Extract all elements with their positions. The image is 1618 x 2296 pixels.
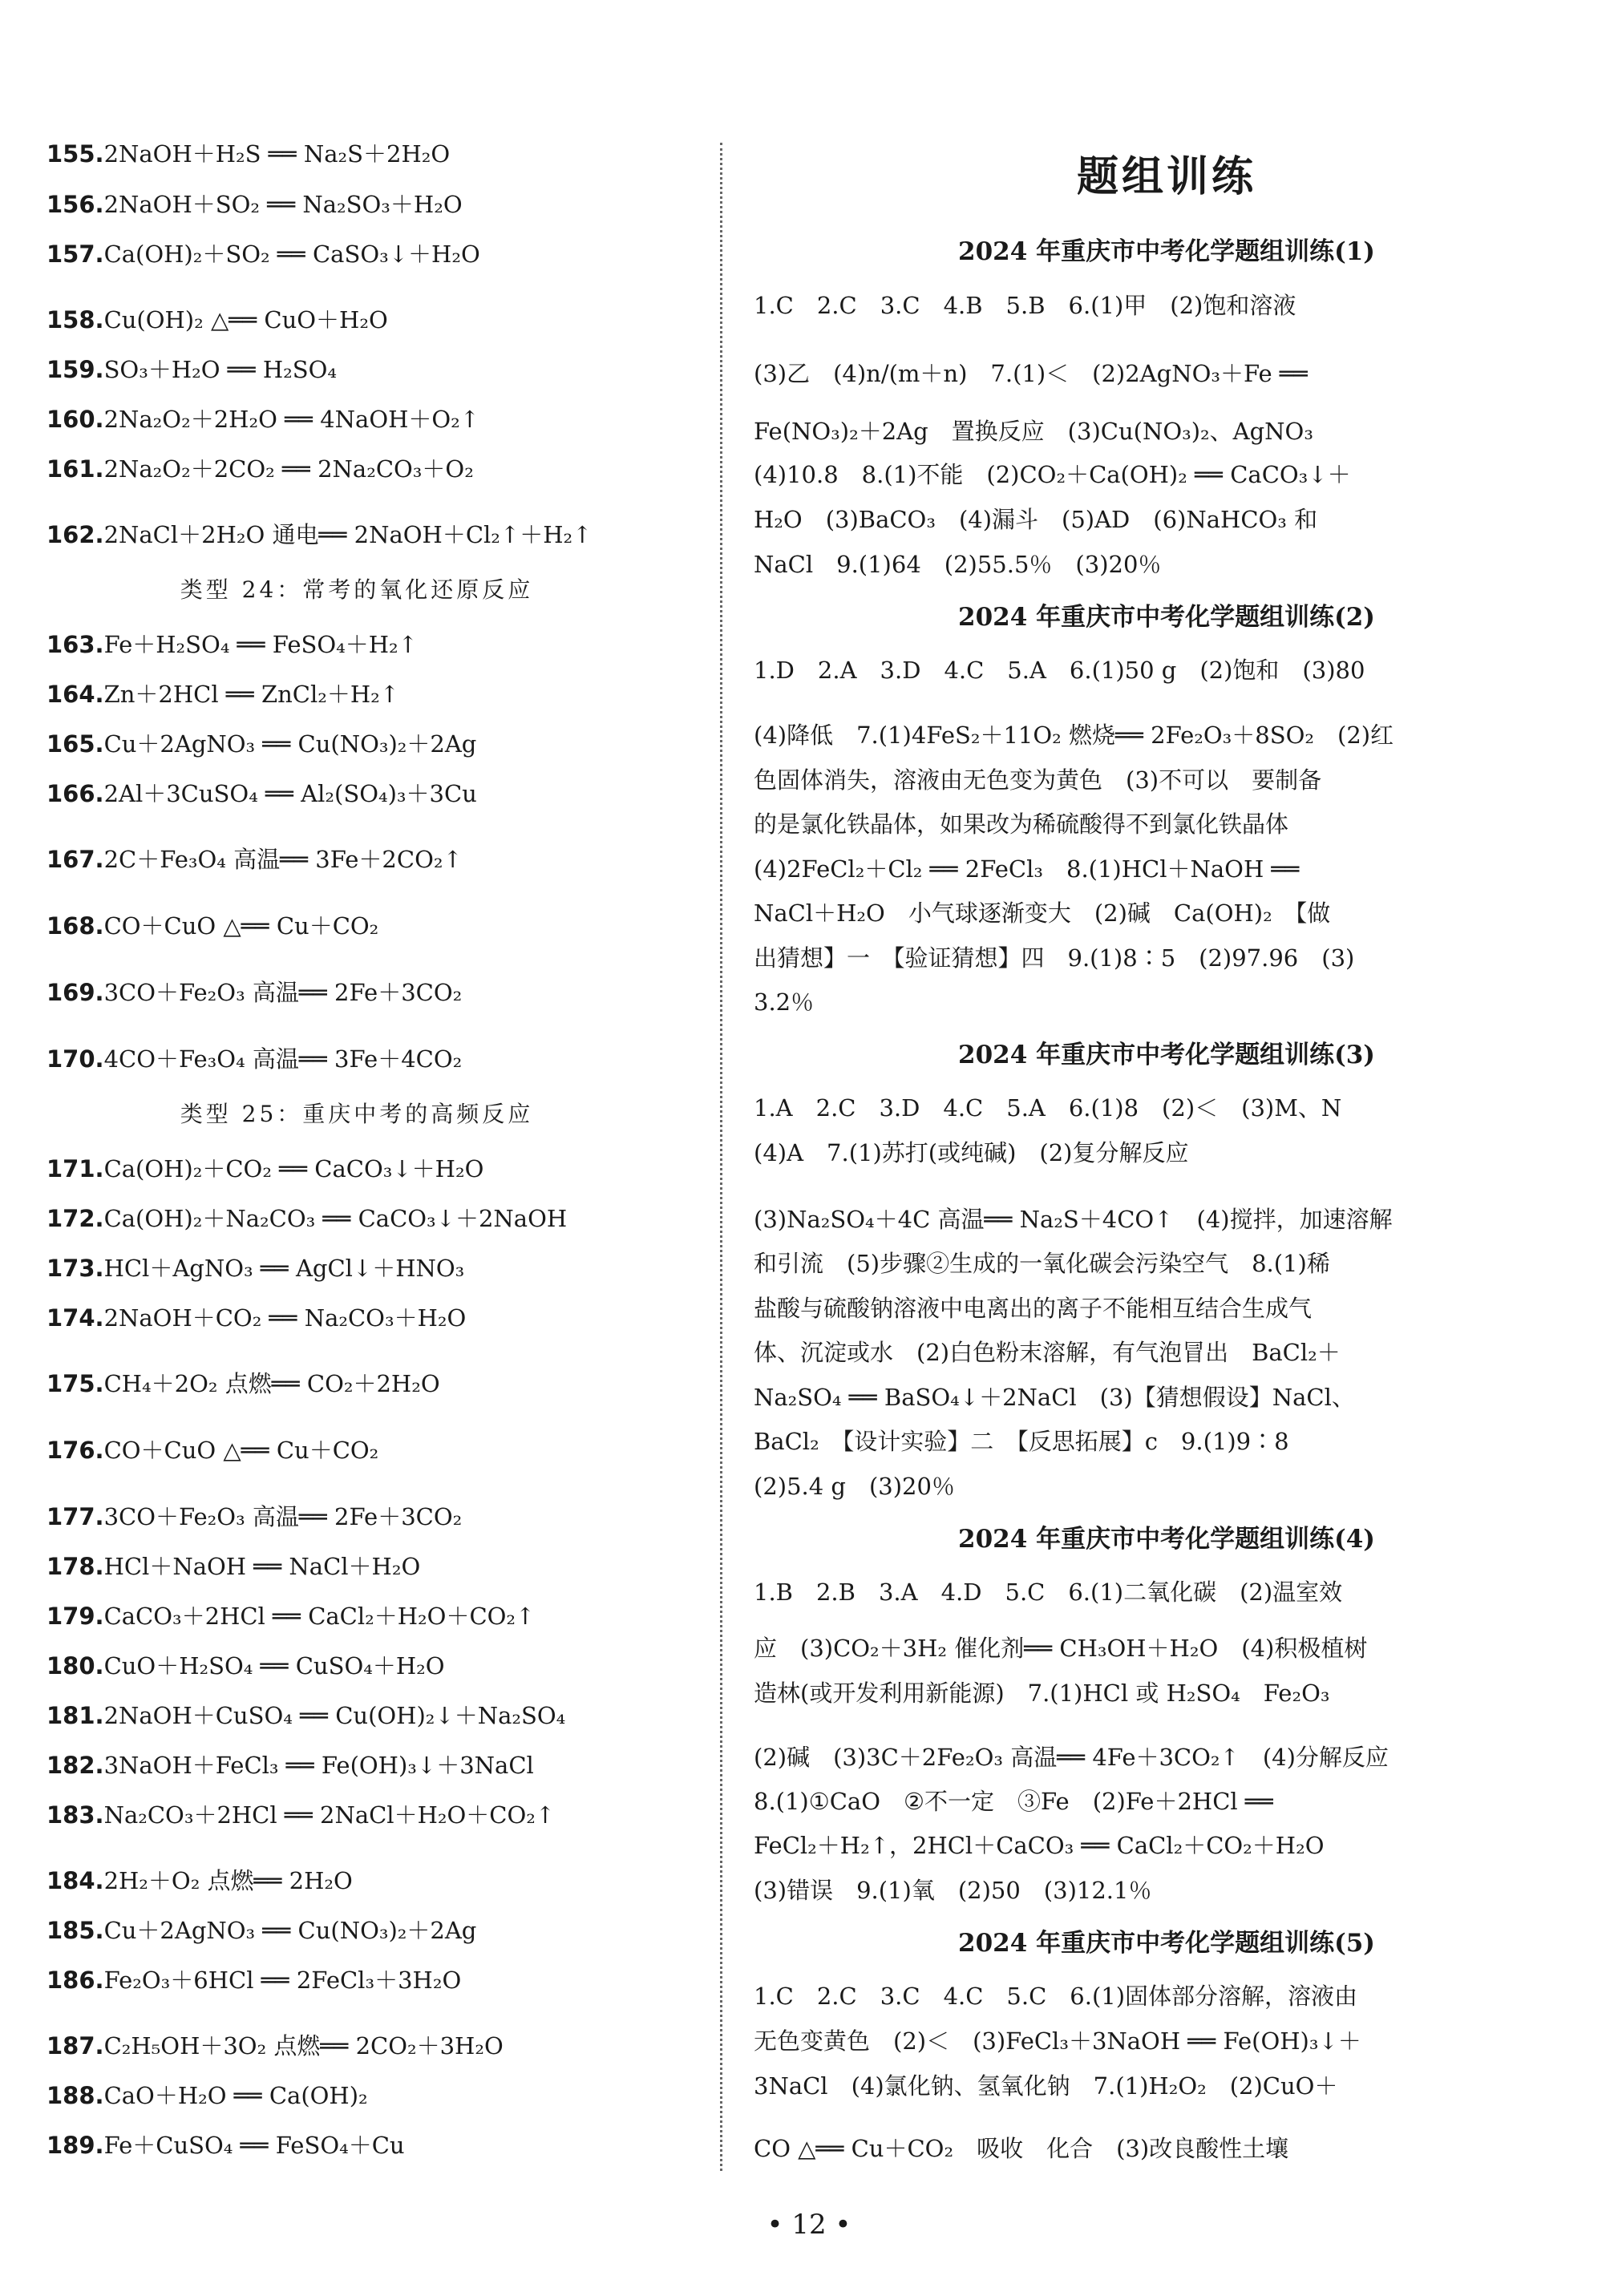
answer-line: 1.D 2.A 3.D 4.C 5.A 6.(1)50 g (2)饱和 (3)80: [754, 657, 1365, 684]
equation-item: 178.HCl＋NaOH ══ NaCl＋H₂O: [47, 1553, 421, 1580]
answer-line: 3NaCl (4)氯化钠、氢氧化钠 7.(1)H₂O₂ (2)CuO＋: [754, 2072, 1338, 2100]
answer-line: (4)2FeCl₂＋Cl₂ ══ 2FeCl₃ 8.(1)HCl＋NaOH ══: [754, 855, 1300, 883]
answer-line: FeCl₂＋H₂↑，2HCl＋CaCO₃ ══ CaCl₂＋CO₂＋H₂O: [754, 1832, 1325, 1859]
equation-item: 176.CO＋CuO △══ Cu＋CO₂: [47, 1437, 379, 1464]
equation-item: 172.Ca(OH)₂＋Na₂CO₃ ══ CaCO₃↓＋2NaOH: [47, 1205, 568, 1232]
equation-item: 170.4CO＋Fe₃O₄ 高温══ 3Fe＋4CO₂: [47, 1045, 463, 1073]
section-subtitle: 2024 年重庆市中考化学题组训练(3): [958, 1041, 1375, 1069]
section-subtitle: 2024 年重庆市中考化学题组训练(5): [958, 1929, 1375, 1958]
equation-item: 183.Na₂CO₃＋2HCl ══ 2NaCl＋H₂O＋CO₂↑: [47, 1801, 556, 1829]
equation-item: 161.2Na₂O₂＋2CO₂ ══ 2Na₂CO₃＋O₂: [47, 455, 474, 483]
equation-item: 189.Fe＋CuSO₄ ══ FeSO₄＋Cu: [47, 2132, 405, 2159]
equation-item: 174.2NaOH＋CO₂ ══ Na₂CO₃＋H₂O: [47, 1304, 467, 1332]
equation-item: 175.CH₄＋2O₂ 点燃══ CO₂＋2H₂O: [47, 1370, 440, 1397]
answer-line: 体、沉淀或水 (2)白色粉末溶解，有气泡冒出 BaCl₂＋: [754, 1339, 1341, 1366]
answer-line: 1.A 2.C 3.D 4.C 5.A 6.(1)8 (2)＜ (3)M、N: [754, 1094, 1342, 1122]
equation-item: 166.2Al＋3CuSO₄ ══ Al₂(SO₄)₃＋3Cu: [47, 780, 477, 807]
answer-line: NaCl 9.(1)64 (2)55.5％ (3)20％: [754, 551, 1162, 578]
section-heading: 类型 25：重庆中考的高频反应: [180, 1101, 534, 1127]
answer-line: H₂O (3)BaCO₃ (4)漏斗 (5)AD (6)NaHCO₃ 和: [754, 506, 1318, 533]
equation-item: 157.Ca(OH)₂＋SO₂ ══ CaSO₃↓＋H₂O: [47, 241, 480, 268]
answer-line: (4)A 7.(1)苏打(或纯碱) (2)复分解反应: [754, 1139, 1189, 1166]
equation-item: 177.3CO＋Fe₂O₃ 高温══ 2Fe＋3CO₂: [47, 1503, 463, 1530]
answer-line: 8.(1)①CaO ②不一定 ③Fe (2)Fe＋2HCl ══: [754, 1788, 1273, 1815]
equation-item: 168.CO＋CuO △══ Cu＋CO₂: [47, 912, 379, 940]
equation-item: 179.CaCO₃＋2HCl ══ CaCl₂＋H₂O＋CO₂↑: [47, 1603, 536, 1630]
answer-line: 和引流 (5)步骤②生成的一氧化碳会污染空气 8.(1)稀: [754, 1250, 1330, 1277]
answer-line: (2)碱 (3)3C＋2Fe₂O₃ 高温══ 4Fe＋3CO₂↑ (4)分解反应: [754, 1744, 1389, 1771]
answer-line: (3)乙 (4)n/(m＋n) 7.(1)＜ (2)2AgNO₃＋Fe ══: [754, 360, 1308, 387]
equation-item: 156.2NaOH＋SO₂ ══ Na₂SO₃＋H₂O: [47, 191, 463, 218]
equation-item: 173.HCl＋AgNO₃ ══ AgCl↓＋HNO₃: [47, 1255, 465, 1282]
equation-item: 162.2NaCl＋2H₂O 通电══ 2NaOH＋Cl₂↑＋H₂↑: [47, 521, 593, 548]
equation-item: 181.2NaOH＋CuSO₄ ══ Cu(OH)₂↓＋Na₂SO₄: [47, 1702, 566, 1729]
equation-item: 184.2H₂＋O₂ 点燃══ 2H₂O: [47, 1867, 353, 1894]
answer-line: (3)错误 9.(1)氧 (2)50 (3)12.1％: [754, 1877, 1152, 1904]
answer-line: 1.C 2.C 3.C 4.C 5.C 6.(1)固体部分溶解，溶液由: [754, 1983, 1358, 2010]
answer-line: 造林(或开发利用新能源) 7.(1)HCl 或 H₂SO₄ Fe₂O₃: [754, 1680, 1330, 1707]
equation-item: 169.3CO＋Fe₂O₃ 高温══ 2Fe＋3CO₂: [47, 979, 463, 1006]
page-number: • 12 •: [767, 2209, 851, 2241]
answer-line: 应 (3)CO₂＋3H₂ 催化剂══ CH₃OH＋H₂O (4)积极植树: [754, 1635, 1368, 1662]
answer-line: 的是氯化铁晶体，如果改为稀硫酸得不到氯化铁晶体: [754, 810, 1289, 838]
section-subtitle: 2024 年重庆市中考化学题组训练(1): [958, 237, 1375, 266]
answer-line: 3.2％: [754, 988, 815, 1016]
equation-item: 159.SO₃＋H₂O ══ H₂SO₄: [47, 356, 338, 383]
section-subtitle: 2024 年重庆市中考化学题组训练(2): [958, 603, 1375, 632]
equation-item: 155.2NaOH＋H₂S ══ Na₂S＋2H₂O: [47, 140, 451, 168]
answer-line: Fe(NO₃)₂＋2Ag 置换反应 (3)Cu(NO₃)₂、AgNO₃: [754, 418, 1313, 445]
answer-line: 盐酸与硫酸钠溶液中电离出的离子不能相互结合生成气: [754, 1295, 1313, 1322]
answer-line: (4)降低 7.(1)4FeS₂＋11O₂ 燃烧══ 2Fe₂O₃＋8SO₂ (2)红: [754, 722, 1394, 749]
equation-item: 171.Ca(OH)₂＋CO₂ ══ CaCO₃↓＋H₂O: [47, 1155, 484, 1182]
equation-item: 158.Cu(OH)₂ △══ CuO＋H₂O: [47, 306, 388, 333]
answer-line: (4)10.8 8.(1)不能 (2)CO₂＋Ca(OH)₂ ══ CaCO₃↓＋: [754, 461, 1351, 488]
section-subtitle: 2024 年重庆市中考化学题组训练(4): [958, 1525, 1375, 1554]
equation-item: 165.Cu＋2AgNO₃ ══ Cu(NO₃)₂＋2Ag: [47, 730, 477, 758]
answer-line: Na₂SO₄ ══ BaSO₄↓＋2NaCl (3)【猜想假设】NaCl、: [754, 1384, 1355, 1411]
equation-item: 163.Fe＋H₂SO₄ ══ FeSO₄＋H₂↑: [47, 631, 418, 658]
column-divider: [720, 143, 722, 2171]
answer-line: 色固体消失，溶液由无色变为黄色 (3)不可以 要制备: [754, 766, 1322, 794]
answer-line: 1.C 2.C 3.C 4.B 5.B 6.(1)甲 (2)饱和溶液: [754, 292, 1296, 319]
equation-item: 187.C₂H₅OH＋3O₂ 点燃══ 2CO₂＋3H₂O: [47, 2032, 504, 2060]
page-title: 题组训练: [1076, 153, 1256, 201]
equation-item: 167.2C＋Fe₃O₄ 高温══ 3Fe＋2CO₂↑: [47, 846, 463, 873]
answer-line: 1.B 2.B 3.A 4.D 5.C 6.(1)二氧化碳 (2)温室效: [754, 1578, 1343, 1606]
equation-item: 182.3NaOH＋FeCl₃ ══ Fe(OH)₃↓＋3NaCl: [47, 1752, 534, 1779]
answer-line: CO △══ Cu＋CO₂ 吸收 化合 (3)改良酸性土壤: [754, 2135, 1289, 2162]
answer-line: 无色变黄色 (2)＜ (3)FeCl₃＋3NaOH ══ Fe(OH)₃↓＋: [754, 2027, 1361, 2055]
equation-item: 185.Cu＋2AgNO₃ ══ Cu(NO₃)₂＋2Ag: [47, 1917, 477, 1944]
equation-item: 160.2Na₂O₂＋2H₂O ══ 4NaOH＋O₂↑: [47, 406, 480, 433]
equation-item: 188.CaO＋H₂O ══ Ca(OH)₂: [47, 2082, 368, 2109]
answer-line: (3)Na₂SO₄＋4C 高温══ Na₂S＋4CO↑ (4)搅拌，加速溶解: [754, 1206, 1393, 1233]
equation-item: 186.Fe₂O₃＋6HCl ══ 2FeCl₃＋3H₂O: [47, 1967, 462, 1994]
equation-item: 164.Zn＋2HCl ══ ZnCl₂＋H₂↑: [47, 681, 400, 708]
answer-line: (2)5.4 g (3)20％: [754, 1473, 955, 1500]
equation-item: 180.CuO＋H₂SO₄ ══ CuSO₄＋H₂O: [47, 1652, 445, 1680]
answer-line: BaCl₂ 【设计实验】二 【反思拓展】c 9.(1)9∶8: [754, 1428, 1289, 1455]
answer-line: 出猜想】一 【验证猜想】四 9.(1)8∶5 (2)97.96 (3): [754, 944, 1355, 972]
section-heading: 类型 24：常考的氧化还原反应: [180, 576, 534, 603]
answer-line: NaCl＋H₂O 小气球逐渐变大 (2)碱 Ca(OH)₂ 【做: [754, 899, 1331, 927]
